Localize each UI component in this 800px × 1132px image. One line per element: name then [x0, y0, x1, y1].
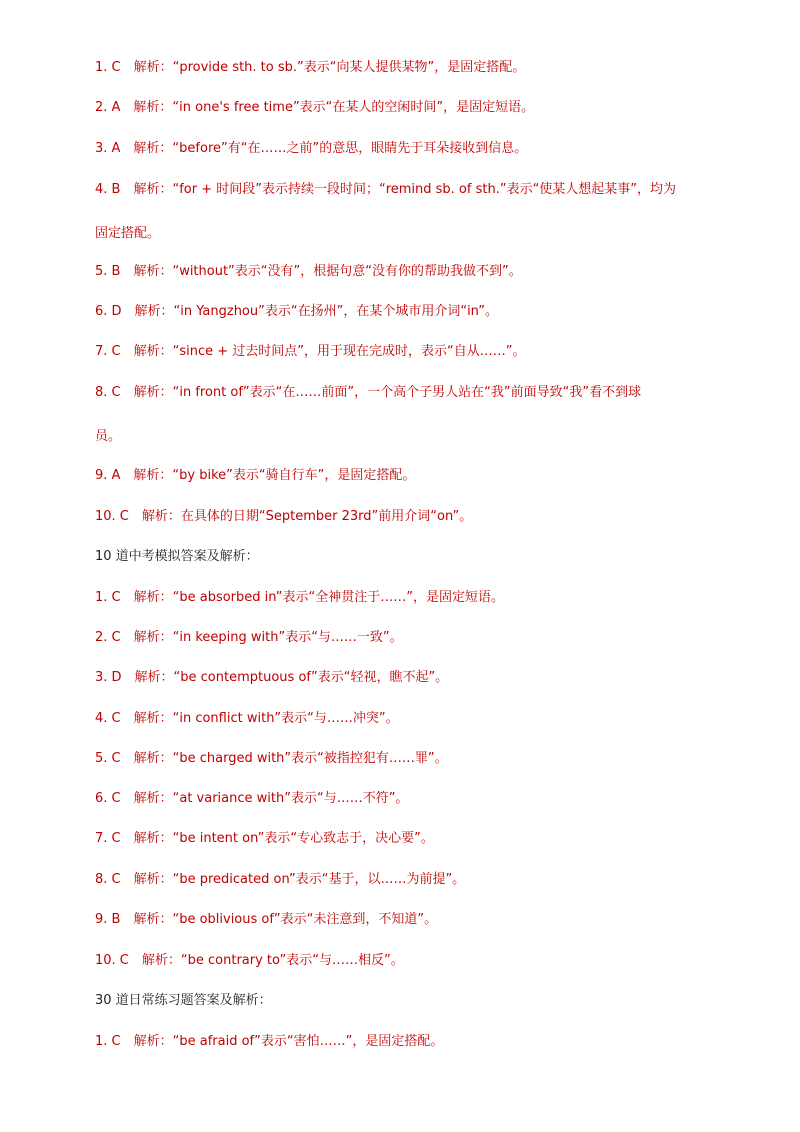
- answer-line-4-cont: 固定搭配。: [95, 226, 161, 241]
- mock-answer-line-3: 3. D 解析：“be contemptuous of”表示“轻视，瞧不起”。: [95, 670, 449, 685]
- mock-answer-line-4: 4. C 解析：“in conflict with”表示“与……冲突”。: [95, 711, 399, 726]
- answer-line-3: 3. A 解析：“before”有“在……之前”的意思，眼睛先于耳朵接收到信息。: [95, 141, 528, 156]
- answer-line-7: 7. C 解析：“since + 过去时间点”，用于现在完成时，表示“自从……”。: [95, 344, 526, 359]
- mock-answer-line-7: 7. C 解析：“be intent on”表示“专心致志于，决心要”。: [95, 831, 434, 846]
- mock-answer-line-6: 6. C 解析：“at variance with”表示“与……不符”。: [95, 791, 409, 806]
- mock-answer-line-1: 1. C 解析：“be absorbed in”表示“全神贯注于……”，是固定短语。: [95, 590, 504, 605]
- mock-answer-line-10: 10. C 解析：“be contrary to”表示“与……相反”。: [95, 953, 404, 968]
- answer-line-5: 5. B 解析：“without”表示“没有”，根据句意“没有你的帮助我做不到”。: [95, 264, 522, 279]
- daily-answer-line-1: 1. C 解析：“be afraid of”表示“害怕……”，是固定搭配。: [95, 1034, 444, 1049]
- answer-line-8: 8. C 解析：“in front of”表示“在……前面”，一个高个子男人站在“我”前面导致“我”看不到球: [95, 385, 642, 400]
- answer-line-10: 10. C 解析：在具体的日期“September 23rd”前用介词“on”。: [95, 509, 473, 524]
- answer-line-9: 9. A 解析：“by bike”表示“骑自行车”，是固定搭配。: [95, 468, 416, 483]
- answer-line-6: 6. D 解析：“in Yangzhou”表示“在扬州”，在某个城市用介词“in”。: [95, 304, 498, 319]
- answer-line-1: 1. C 解析：“provide sth. to sb.”表示“向某人提供某物”，是固定搭配。: [95, 60, 526, 75]
- answer-line-2: 2. A 解析：“in one's free time”表示“在某人的空闲时间”，是固定短语。: [95, 100, 535, 115]
- mock-answer-line-5: 5. C 解析：“be charged with”表示“被指控犯有……罪”。: [95, 751, 448, 766]
- mock-answer-line-2: 2. C 解析：“in keeping with”表示“与……一致”。: [95, 630, 403, 645]
- mock-answer-line-8: 8. C 解析：“be predicated on”表示“基于，以……为前提”。: [95, 872, 466, 887]
- mock-answer-line-9: 9. B 解析：“be oblivious of”表示“未注意到，不知道”。: [95, 912, 438, 927]
- section-heading-mock-exam: 10 道中考模拟答案及解析：: [95, 549, 259, 564]
- answer-line-4: 4. B 解析：“for + 时间段”表示持续一段时间；“remind sb. of sth.”表示“使某人想起某事”，均为: [95, 182, 677, 197]
- answer-line-8-cont: 员。: [95, 429, 122, 444]
- section-heading-daily-practice: 30 道日常练习题答案及解析：: [95, 993, 272, 1008]
